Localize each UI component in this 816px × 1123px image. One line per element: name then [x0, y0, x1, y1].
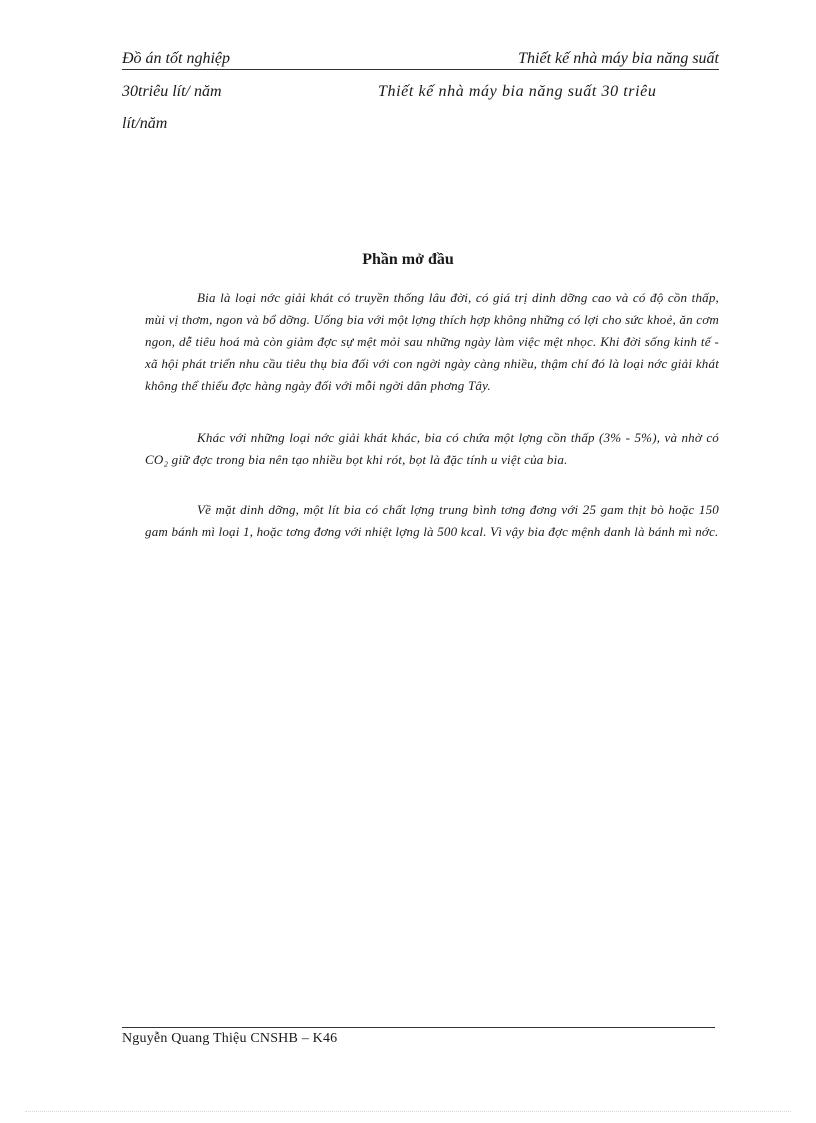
paragraph-3-text: Về mặt dinh dỡng, một lít bia có chất lợng trung bình tơng đơng với 25 gam thịt bò hoặc 150 gam bánh mì loại 1, hoặc tơng đơng với nhiệt lợng là 500 kcal. Vì vậy bia đợc mệnh danh là bánh mì nớc.: [145, 502, 719, 539]
header-top-line: [122, 49, 719, 70]
header-right-text: Thiết kế nhà máy bia năng suất: [518, 50, 719, 67]
header-line2-left-text: 30triêu lít/ năm: [122, 83, 222, 100]
paragraph-2-text: Khác với những loại nớc giải khát khác, bia có chứa một lợng cồn thấp (3% - 5%), và nhờ có CO₂ giữ đợc trong bia nên tạo nhiều bọt khi rót, bọt là đặc tính u việt của bia.: [145, 430, 719, 467]
header-line2-right-text: Thiết kế nhà máy bia năng suất 30 triêu: [378, 83, 657, 100]
header-left-text: Đồ án tốt nghiệp: [122, 50, 230, 67]
footer-author: Nguyễn Quang Thiệu CNSHB – K46: [122, 1031, 338, 1046]
paragraph-3: [145, 499, 719, 543]
page-bottom-border: [25, 1111, 791, 1112]
paragraph-1: [145, 287, 719, 397]
footer-divider: [122, 1027, 715, 1028]
paragraph-1-text: Bia là loại nớc giải khát có truyền thống lâu đời, có giá trị dinh dỡng cao và có độ cồn thấp, mùi vị thơm, ngon và bổ dỡng. Uống bia với một lợng thích hợp không những có lợi cho sức khoẻ, ăn cơm ngon, dễ tiêu hoá mà còn giảm đợc sự mệt mỏi sau những ngày làm việc mệt nhọc. Khi đời sống kinh tế - xã hội phát triển nhu cầu tiêu thụ bia đối với con ngời ngày càng nhiều, thậm chí đó là loại nớc giải khát không thể thiếu đợc hàng ngày đối với mỗi ngời dân phơng Tây.: [145, 290, 719, 393]
header-line3-text: lít/năm: [122, 115, 168, 132]
paragraph-2: [145, 427, 719, 471]
page-title: Phần mở đầu: [362, 251, 454, 268]
